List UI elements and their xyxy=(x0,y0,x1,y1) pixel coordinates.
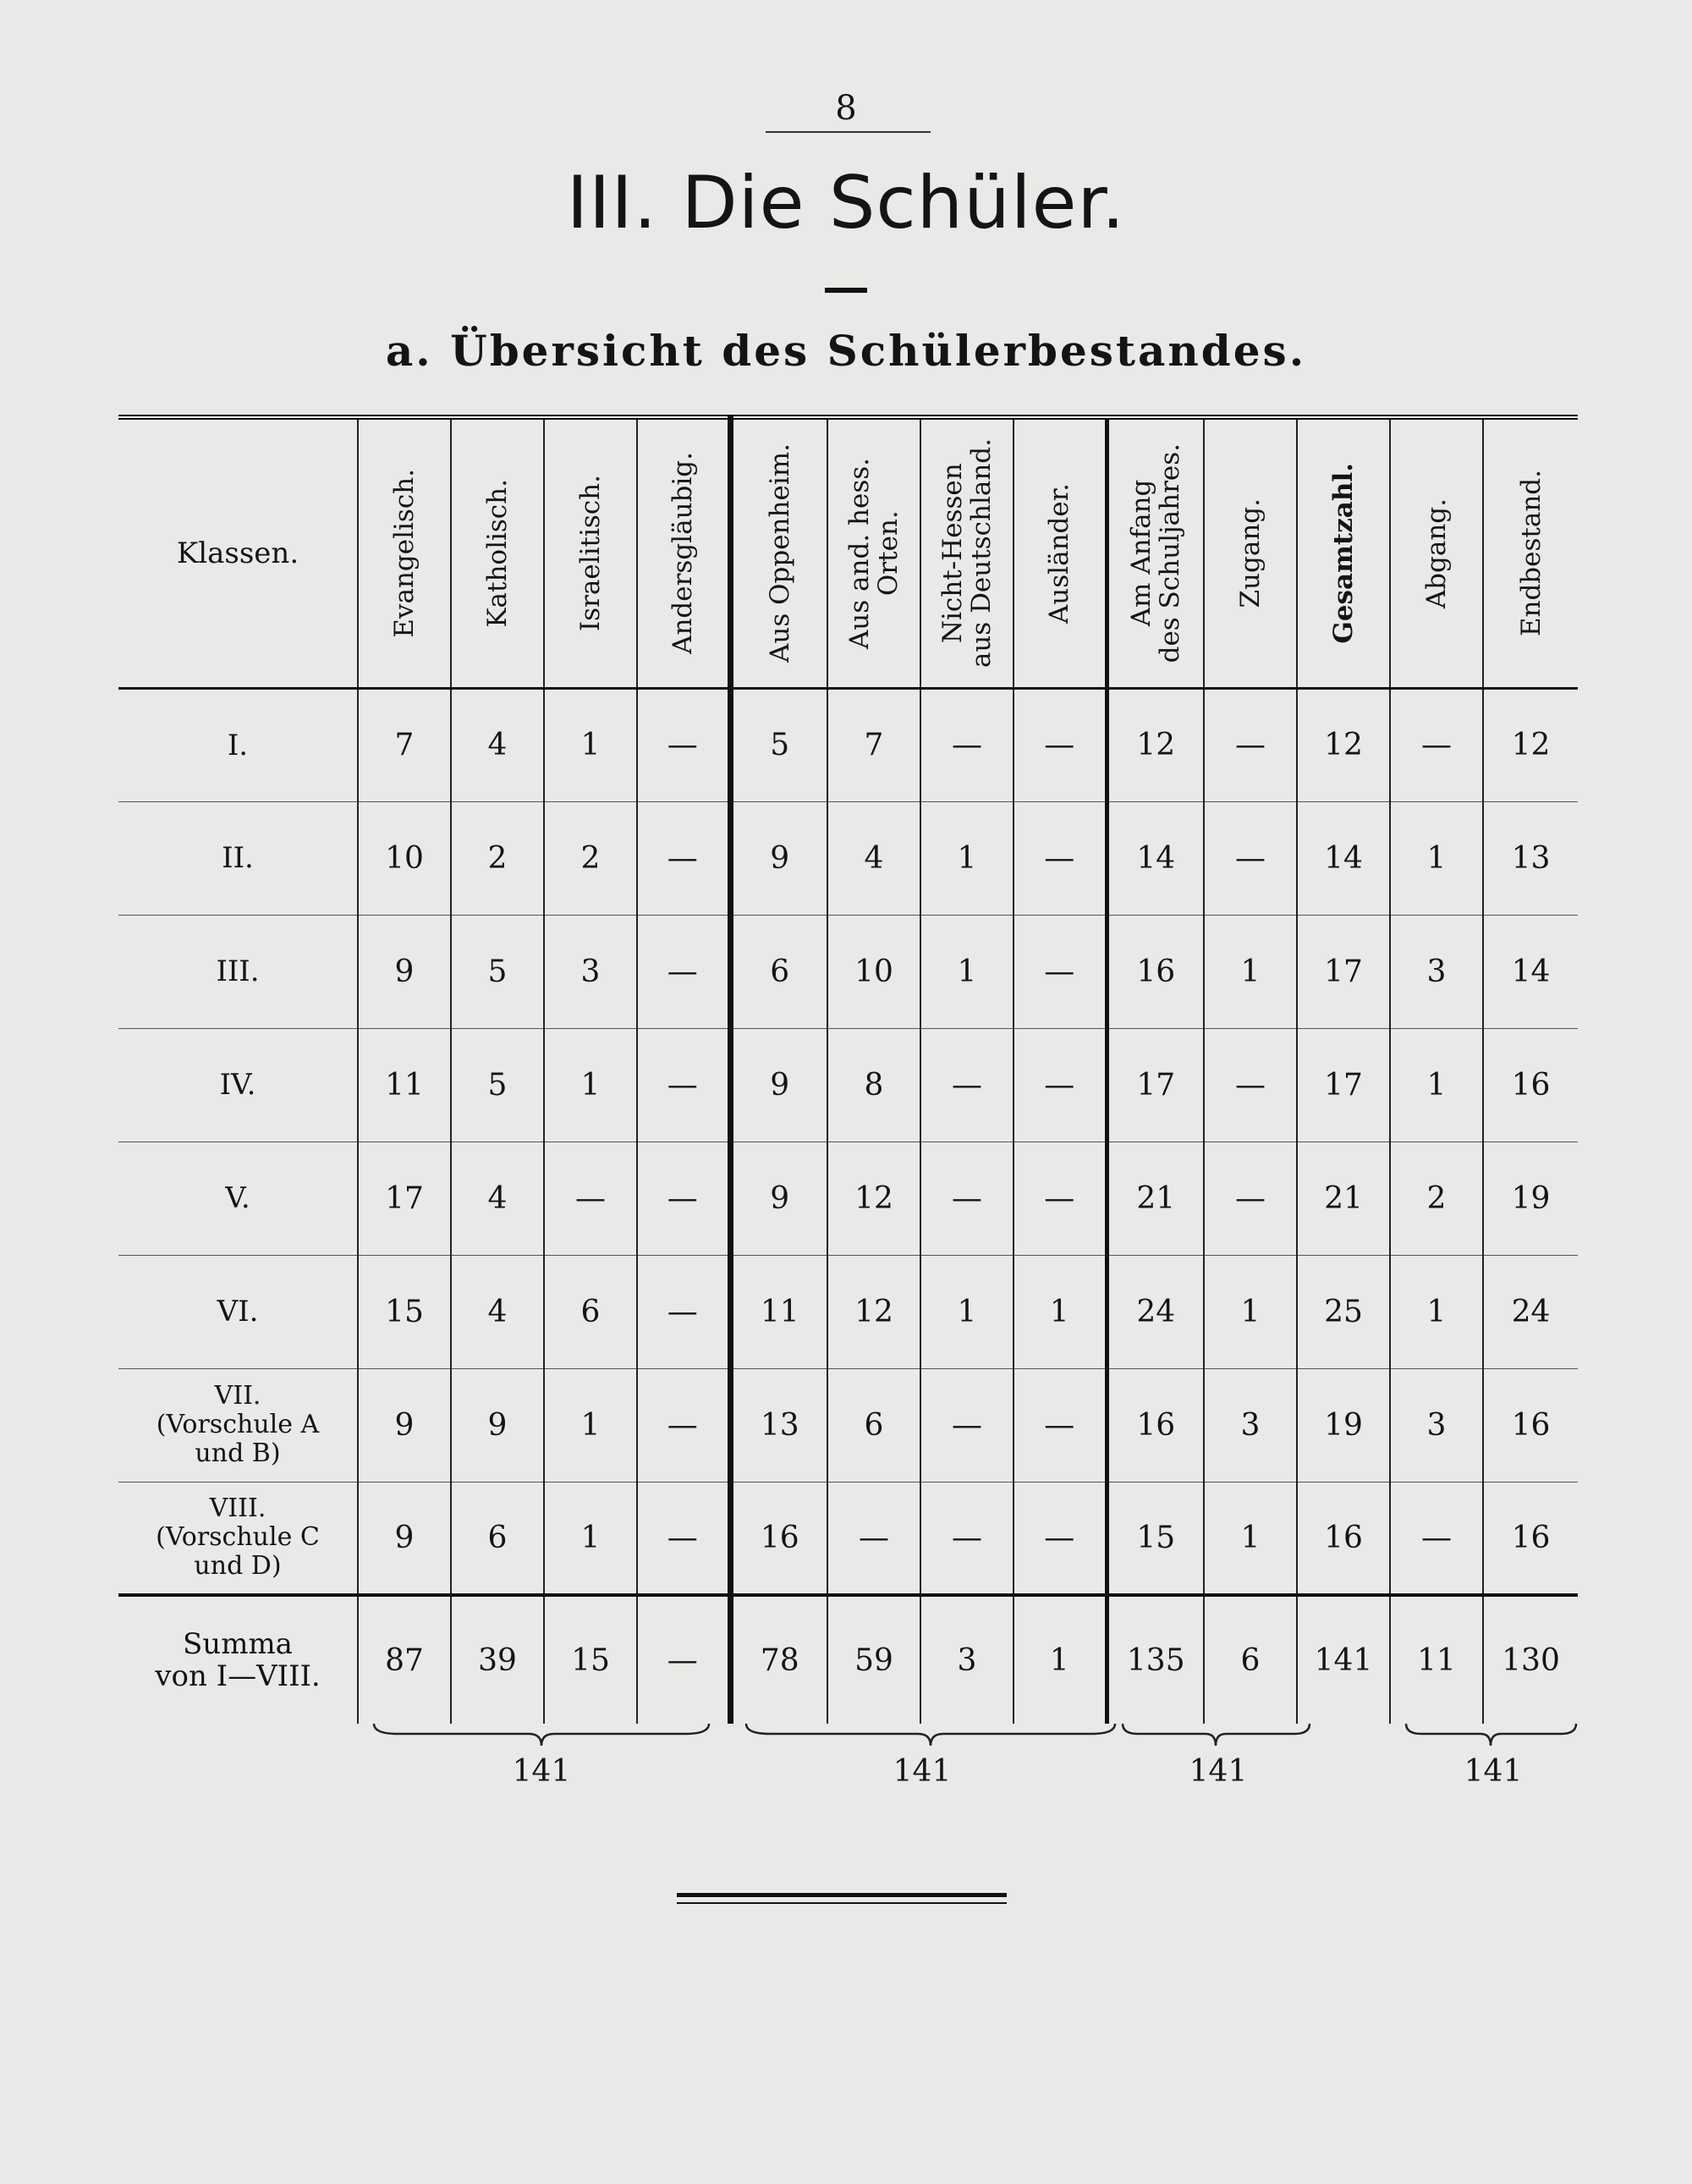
table-cell: — xyxy=(1390,688,1483,801)
table-cell: 1 xyxy=(1014,1255,1107,1368)
table-cell: 7 xyxy=(827,688,920,801)
chapter-title: III. Die Schüler. xyxy=(566,161,1126,245)
table-cell: 10 xyxy=(827,915,920,1028)
table-cell: 12 xyxy=(827,1255,920,1368)
sum-row xyxy=(118,1595,1578,1724)
col-andersglaeubig: Andersgläubig. xyxy=(637,417,730,688)
table-cell: 17 xyxy=(1107,1028,1204,1142)
table-cell: 13 xyxy=(1483,801,1578,915)
table-cell: 11 xyxy=(358,1028,451,1142)
table-cell: — xyxy=(1014,1142,1107,1255)
student-table xyxy=(118,415,1578,1724)
klasse-sublabel: (Vorschule A und B) xyxy=(156,1410,320,1468)
total-abgang: 141 xyxy=(1464,1754,1523,1789)
col-gesamtzahl: Gesamtzahl. xyxy=(1297,417,1390,688)
table-cell: 7 xyxy=(358,688,451,801)
row-klasse xyxy=(118,688,358,801)
table-cell: — xyxy=(920,1368,1014,1482)
table-cell: 3 xyxy=(544,915,637,1028)
table-cell: 14 xyxy=(1107,801,1204,915)
col-israelitisch: Israelitisch. xyxy=(544,417,637,688)
table-cell: 21 xyxy=(1297,1142,1390,1255)
table-cell: 2 xyxy=(544,801,637,915)
col-klassen: Klassen. xyxy=(118,417,358,688)
total-religion: 141 xyxy=(512,1754,571,1789)
table-cell: 17 xyxy=(1297,915,1390,1028)
table-cell: — xyxy=(637,1482,730,1595)
table-cell: — xyxy=(920,688,1014,801)
table-row xyxy=(118,801,1578,915)
table-cell: 16 xyxy=(1107,1368,1204,1482)
title-dash xyxy=(825,288,867,293)
header-row xyxy=(118,417,1578,688)
table-row xyxy=(118,915,1578,1028)
totals-braces xyxy=(0,1722,1692,1815)
table-cell: 17 xyxy=(1297,1028,1390,1142)
section-subtitle: a. Übersicht des Schülerbestandes. xyxy=(385,326,1307,376)
table-cell: 12 xyxy=(1297,688,1390,801)
table-cell: 10 xyxy=(358,801,451,915)
table-cell: 6 xyxy=(451,1482,544,1595)
table-cell: 1 xyxy=(1204,1482,1297,1595)
table-cell: 12 xyxy=(1107,688,1204,801)
sum-cell: 6 xyxy=(1204,1595,1297,1724)
table-cell: — xyxy=(1014,1028,1107,1142)
table-cell: 1 xyxy=(920,915,1014,1028)
table-cell: — xyxy=(1204,801,1297,915)
table-cell: — xyxy=(637,801,730,915)
row-klasse xyxy=(118,1028,358,1142)
table-cell: — xyxy=(637,915,730,1028)
table-cell: 9 xyxy=(358,915,451,1028)
col-endbestand: Endbestand. xyxy=(1483,417,1578,688)
table-cell: 25 xyxy=(1297,1255,1390,1368)
col-aus-hess: Aus and. hess. Orten. xyxy=(827,417,920,688)
klasse-label: IV. xyxy=(219,1068,256,1102)
table-row xyxy=(118,1142,1578,1255)
table-cell: — xyxy=(1390,1482,1483,1595)
table-cell: 19 xyxy=(1297,1368,1390,1482)
table-cell: 5 xyxy=(451,915,544,1028)
sum-cell: 11 xyxy=(1390,1595,1483,1724)
sum-label xyxy=(118,1595,358,1724)
table-cell: — xyxy=(1204,688,1297,801)
col-evangelisch: Evangelisch. xyxy=(358,417,451,688)
table-cell: — xyxy=(920,1028,1014,1142)
col-auslaender: Ausländer. xyxy=(1014,417,1107,688)
end-rule-thin xyxy=(677,1902,1007,1904)
table-cell: 2 xyxy=(451,801,544,915)
sum-cell: 135 xyxy=(1107,1595,1204,1724)
klasse-label: VII. xyxy=(214,1381,261,1411)
sum-cell: 15 xyxy=(544,1595,637,1724)
table-cell: 16 xyxy=(1483,1368,1578,1482)
table-cell: 16 xyxy=(1483,1482,1578,1595)
table-cell: 15 xyxy=(1107,1482,1204,1595)
sum-label-line: von I—VIII. xyxy=(155,1659,321,1693)
row-klasse xyxy=(118,1482,358,1595)
table-cell: — xyxy=(1014,801,1107,915)
table-cell: 16 xyxy=(730,1482,827,1595)
table-cell: 1 xyxy=(1204,915,1297,1028)
sum-cell: 1 xyxy=(1014,1595,1107,1724)
table-cell: 1 xyxy=(1204,1255,1297,1368)
klasse-label: VI. xyxy=(217,1295,259,1329)
table-cell: 11 xyxy=(730,1255,827,1368)
table-cell: 1 xyxy=(920,801,1014,915)
brace-abgang xyxy=(1404,1722,1578,1747)
total-herkunft: 141 xyxy=(893,1754,952,1789)
table-cell: 4 xyxy=(451,688,544,801)
row-klasse xyxy=(118,801,358,915)
klasse-label: I. xyxy=(227,728,249,762)
sum-cell: 78 xyxy=(730,1595,827,1724)
table-row xyxy=(118,688,1578,801)
table-cell: — xyxy=(1204,1142,1297,1255)
sum-cell: 130 xyxy=(1483,1595,1578,1724)
brace-zugang xyxy=(1121,1722,1311,1747)
student-table-wrapper xyxy=(118,415,1578,1724)
table-cell: — xyxy=(637,688,730,801)
row-klasse xyxy=(118,1255,358,1368)
brace-herkunft xyxy=(744,1722,1117,1747)
table-cell: 9 xyxy=(358,1368,451,1482)
klasse-label: II. xyxy=(222,841,254,875)
sum-cell: 141 xyxy=(1297,1595,1390,1724)
table-cell: 6 xyxy=(730,915,827,1028)
sum-cell: 39 xyxy=(451,1595,544,1724)
table-cell: 14 xyxy=(1297,801,1390,915)
table-cell: 9 xyxy=(730,1028,827,1142)
table-cell: 12 xyxy=(1483,688,1578,801)
table-cell: 13 xyxy=(730,1368,827,1482)
table-cell: — xyxy=(637,1142,730,1255)
table-cell: 2 xyxy=(1390,1142,1483,1255)
row-klasse xyxy=(118,915,358,1028)
total-zugang: 141 xyxy=(1189,1754,1248,1789)
table-cell: 8 xyxy=(827,1028,920,1142)
klasse-label: III. xyxy=(216,954,260,988)
table-cell: 24 xyxy=(1483,1255,1578,1368)
table-cell: 5 xyxy=(730,688,827,801)
table-cell: 9 xyxy=(730,801,827,915)
table-cell: — xyxy=(637,1028,730,1142)
col-katholisch: Katholisch. xyxy=(451,417,544,688)
table-cell: 4 xyxy=(451,1255,544,1368)
table-cell: 3 xyxy=(1390,915,1483,1028)
table-cell: — xyxy=(1014,1482,1107,1595)
table-cell: 9 xyxy=(730,1142,827,1255)
table-cell: 6 xyxy=(544,1255,637,1368)
col-abgang: Abgang. xyxy=(1390,417,1483,688)
sum-label-line: Summa xyxy=(183,1627,293,1661)
table-cell: — xyxy=(920,1482,1014,1595)
col-aus-oppenheim: Aus Oppenheim. xyxy=(730,417,827,688)
table-cell: — xyxy=(1014,688,1107,801)
table-row xyxy=(118,1028,1578,1142)
table-row xyxy=(118,1368,1578,1482)
table-cell: 1 xyxy=(544,688,637,801)
table-cell: 16 xyxy=(1297,1482,1390,1595)
table-cell: — xyxy=(544,1142,637,1255)
klasse-label: V. xyxy=(225,1181,250,1215)
table-cell: 1 xyxy=(920,1255,1014,1368)
table-cell: 16 xyxy=(1483,1028,1578,1142)
table-cell: 1 xyxy=(1390,1028,1483,1142)
row-klasse xyxy=(118,1142,358,1255)
table-cell: 17 xyxy=(358,1142,451,1255)
table-cell: 19 xyxy=(1483,1142,1578,1255)
table-cell: 3 xyxy=(1390,1368,1483,1482)
table-cell: 5 xyxy=(451,1028,544,1142)
table-row xyxy=(118,1255,1578,1368)
table-row xyxy=(118,1482,1578,1595)
table-cell: — xyxy=(827,1482,920,1595)
table-cell: 21 xyxy=(1107,1142,1204,1255)
klasse-label: VIII. xyxy=(209,1494,266,1524)
table-cell: 12 xyxy=(827,1142,920,1255)
table-cell: — xyxy=(1014,915,1107,1028)
row-klasse xyxy=(118,1368,358,1482)
klasse-sublabel: (Vorschule C und D) xyxy=(156,1522,320,1582)
table-cell: 1 xyxy=(544,1028,637,1142)
table-cell: 1 xyxy=(544,1482,637,1595)
table-cell: — xyxy=(920,1142,1014,1255)
sum-cell: 87 xyxy=(358,1595,451,1724)
table-cell: 4 xyxy=(451,1142,544,1255)
table-cell: 24 xyxy=(1107,1255,1204,1368)
table-cell: 9 xyxy=(451,1368,544,1482)
brace-religion xyxy=(372,1722,711,1747)
sum-cell: — xyxy=(637,1595,730,1724)
table-cell: 16 xyxy=(1107,915,1204,1028)
sum-cell: 59 xyxy=(827,1595,920,1724)
table-cell: 15 xyxy=(358,1255,451,1368)
table-cell: — xyxy=(1014,1368,1107,1482)
table-cell: 6 xyxy=(827,1368,920,1482)
table-cell: — xyxy=(637,1368,730,1482)
page-number-rule xyxy=(766,131,931,133)
table-cell: — xyxy=(1204,1028,1297,1142)
table-cell: 9 xyxy=(358,1482,451,1595)
page-number: 8 xyxy=(835,89,857,128)
end-rule-thick xyxy=(677,1893,1007,1897)
sum-cell: 3 xyxy=(920,1595,1014,1724)
col-am-anfang: Am Anfang des Schuljahres. xyxy=(1107,417,1204,688)
table-cell: 3 xyxy=(1204,1368,1297,1482)
table-cell: 4 xyxy=(827,801,920,915)
table-cell: 1 xyxy=(1390,801,1483,915)
col-zugang: Zugang. xyxy=(1204,417,1297,688)
col-nicht-hessen: Nicht-Hessen aus Deutschland. xyxy=(920,417,1014,688)
table-cell: 1 xyxy=(544,1368,637,1482)
table-cell: 14 xyxy=(1483,915,1578,1028)
table-cell: — xyxy=(637,1255,730,1368)
table-cell: 1 xyxy=(1390,1255,1483,1368)
